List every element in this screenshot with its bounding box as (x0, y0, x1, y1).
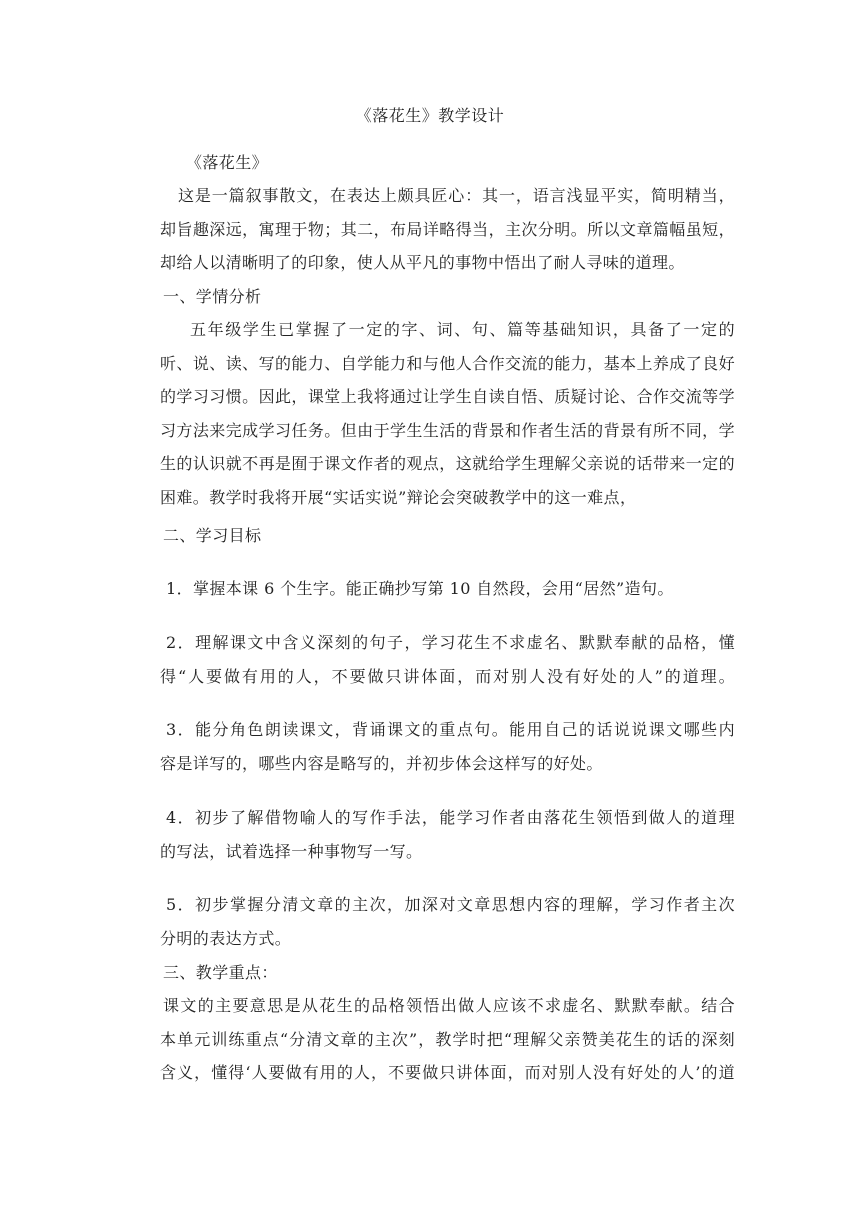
goal-line: 容是详写的，哪些内容是略写的，并初步体会这样写的好处。 (160, 754, 603, 773)
goal-line: 1．掌握本课 6 个生字。能正确抄写第 10 自然段，会用“居然”造句。 (166, 579, 674, 598)
goal-line: 3．能分角色朗读课文，背诵课文的重点句。能用自己的话说说课文哪些内 (166, 720, 735, 739)
goal-line: 得“人要做有用的人，不要做只讲体面，而对别人没有好处的人”的道理。 (160, 667, 735, 686)
section3-line: 含义，懂得‘人要做有用的人，不要做只讲体面，而对别人没有好处的人’的道 (160, 1063, 735, 1082)
goal-line: 5．初步掌握分清文章的主次，加深对文章思想内容的理解，学习作者主次 (166, 895, 735, 914)
section1-line: 困难。教学时我将开展“实话实说”辩论会突破教学中的这一难点， (160, 488, 637, 507)
section-heading: 一、学情分析 (163, 287, 262, 306)
goal-line: 的写法，试着选择一种事物写一写。 (160, 842, 423, 861)
section1-line: 五年级学生已掌握了一定的字、词、句、篇等基础知识，具备了一定的 (190, 320, 735, 339)
intro-line: 却旨趣深远，寓理于物；其二，布局详略得当，主次分明。所以文章篇幅虽短， (160, 220, 735, 239)
section3-line: 课文的主要意思是从花生的品格领悟出做人应该不求虚名、默默奉献。结合 (163, 996, 735, 1015)
goal-line: 4．初步了解借物喻人的写作手法，能学习作者由落花生领悟到做人的道理 (166, 808, 735, 827)
section1-line: 的学习习惯。因此，课堂上我将通过让学生自读自悟、质疑讨论、合作交流等学 (160, 387, 735, 406)
goal-line: 2．理解课文中含义深刻的句子，学习花生不求虚名、默默奉献的品格，懂 (166, 633, 735, 652)
goal-line: 分明的表达方式。 (160, 929, 292, 948)
section-heading: 三、教学重点： (163, 963, 278, 982)
section-heading: 二、学习目标 (163, 526, 262, 545)
section1-line: 习方法来完成学习任务。但由于学生生活的背景和作者生活的背景有所不同，学 (160, 421, 735, 440)
intro-heading: 《落花生》 (186, 153, 269, 172)
intro-line: 这是一篇叙事散文，在表达上颇具匠心：其一，语言浅显平实，简明精当， (178, 186, 735, 205)
document-title: 《落花生》教学设计 (355, 106, 505, 125)
section1-line: 听、说、读、写的能力、自学能力和与他人合作交流的能力，基本上养成了良好 (160, 354, 735, 373)
section3-line: 本单元训练重点“分清文章的主次”，教学时把“理解父亲赞美花生的话的深刻 (160, 1030, 735, 1049)
section1-line: 生的认识就不再是囿于课文作者的观点，这就给学生理解父亲说的话带来一定的 (160, 454, 735, 473)
intro-line: 却给人以清晰明了的印象，使人从平凡的事物中悟出了耐人寻味的道理。 (160, 253, 685, 272)
